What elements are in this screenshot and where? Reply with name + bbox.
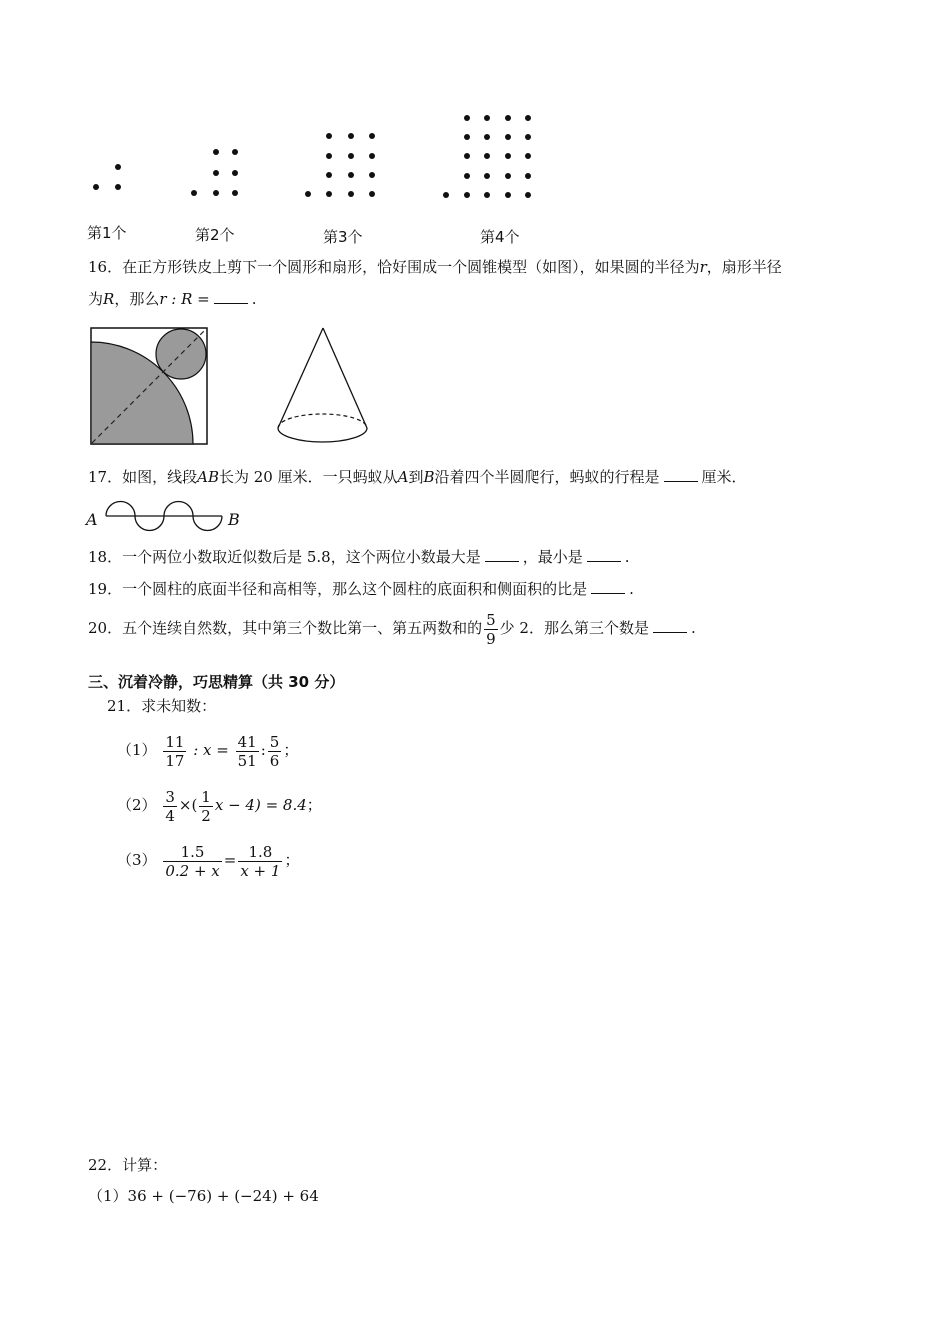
q20-fraction <box>484 611 498 648</box>
q16-number: 16． <box>88 258 123 276</box>
pattern-label-2: 第2个 <box>195 226 235 244</box>
q21-p2-f1-num: 3 <box>165 787 175 806</box>
q21-p1-f1-num: 11 <box>165 732 185 751</box>
q21-p2-f2-den: 2 <box>201 806 211 825</box>
q19-end: . <box>629 580 634 598</box>
q21-p2-f2-num: 1 <box>201 787 211 806</box>
q19-number: 19． <box>88 580 123 598</box>
q17-var-ab: AB <box>197 468 219 486</box>
q21-p1-end: ； <box>283 741 299 759</box>
q18-end: . <box>624 548 630 566</box>
q21-p3-f2-num: 1.8 <box>238 843 282 862</box>
q21-p1-mid: : x = <box>193 741 229 759</box>
q21-p3-eq: = <box>223 851 237 869</box>
q21-p2-times: ×( <box>178 796 198 814</box>
q18-number: 18． <box>88 548 123 566</box>
pattern-3 <box>305 133 375 197</box>
q17-line <box>88 467 747 487</box>
q19-answer-blank <box>591 579 625 594</box>
q21-p1-f3-den: 6 <box>269 751 280 770</box>
q17-answer-blank <box>664 467 698 482</box>
q16-ratio: r : R = <box>159 290 210 308</box>
pattern-2 <box>191 149 238 196</box>
q16-text1: 在正方形铁皮上剪下一个圆形和扇形，恰好围成一个圆锥模型（如图），如果圆的半径为 <box>122 258 700 276</box>
q18-blank-min <box>587 547 621 562</box>
q22-p1-expr: 36 + (−76) + (−24) + 64 <box>127 1187 319 1205</box>
q18-blank-max <box>485 547 519 562</box>
q20-answer-blank <box>653 618 687 633</box>
q21-p1-frac1 <box>163 733 186 770</box>
q21-p3-frac2 <box>238 843 282 880</box>
q22-part1 <box>88 1186 319 1206</box>
q18-text2: ，最小是 <box>522 548 583 566</box>
q21-p1-label: （1） <box>117 741 157 759</box>
q21-p1-f2-den: 51 <box>237 751 257 770</box>
q21-p3-f1-den: 0.2 + x <box>165 861 220 880</box>
q21-p2-label: （2） <box>117 796 157 814</box>
q22-title: 22．计算： <box>88 1156 168 1174</box>
q22-p1-label: （1） <box>88 1187 128 1205</box>
q20-text1: 五个连续自然数，其中第三个数比第一、第五两数和的 <box>122 619 483 637</box>
pattern-label-4: 第4个 <box>480 228 520 246</box>
cone-figure <box>278 328 367 442</box>
q20-line <box>88 610 696 648</box>
q21-p2-end: ； <box>306 796 322 814</box>
q20-text2: 少 2．那么第三个数是 <box>499 619 649 637</box>
q21-p2-f1-den: 4 <box>165 806 175 825</box>
q17-label-a: A <box>86 510 98 529</box>
q21-p3-f2-den: x + 1 <box>240 861 281 880</box>
q20-frac-den: 9 <box>486 629 496 648</box>
q21-p2-rest: x − 4) = 8.4 <box>214 796 307 814</box>
q16-text2: ，扇形半径 <box>706 258 782 276</box>
q20-number: 20． <box>88 619 123 637</box>
q16-line2 <box>88 289 257 309</box>
q21-part1 <box>117 730 298 770</box>
q16-var-r: r <box>699 258 707 276</box>
q17-text5: 厘米． <box>701 468 747 486</box>
q17-text4: 沿着四个半圆爬行，蚂蚁的行程是 <box>434 468 660 486</box>
q21-p1-colon: : <box>260 741 266 759</box>
q17-var-b: B <box>423 468 435 486</box>
q20-end: . <box>690 619 696 637</box>
q16-figure <box>88 325 388 449</box>
q21-part3 <box>117 840 299 880</box>
q21-p3-frac1 <box>163 843 221 880</box>
section3-heading: 三、沉着冷静，巧思精算（共 30 分） <box>88 673 345 691</box>
q21-p1-frac2 <box>236 733 259 770</box>
q18-text1: 一个两位小数取近似数后是 5.8，这个两位小数最大是 <box>122 548 481 566</box>
q21-p1-f3-num: 5 <box>269 732 280 751</box>
q21-p1-frac3 <box>268 733 282 770</box>
q19-line <box>88 579 634 599</box>
q16-answer-blank <box>214 289 248 304</box>
q18-line <box>88 547 630 567</box>
pattern-label-1: 第1个 <box>87 224 127 242</box>
pattern-4 <box>443 115 531 198</box>
q16-var-R: R <box>103 290 115 308</box>
pattern-1 <box>93 164 121 190</box>
q21-p2-frac2 <box>199 788 213 825</box>
q17-text2: 长为 20 厘米．一只蚂蚁从 <box>218 468 398 486</box>
q16-text3: 为 <box>88 290 104 308</box>
pattern-label-3: 第3个 <box>323 228 363 246</box>
q21-p1-f2-num: 41 <box>237 732 257 751</box>
semicircle-path-figure <box>104 494 226 538</box>
q19-text1: 一个圆柱的底面半径和高相等，那么这个圆柱的底面积和侧面积的比是 <box>122 580 588 598</box>
q21-p3-f1-num: 1.5 <box>163 843 221 862</box>
q21-p1-f1-den: 17 <box>165 751 185 770</box>
q17-label-b: B <box>228 510 240 529</box>
q17-text3: 到 <box>408 468 424 486</box>
q17-text1: 如图，线段 <box>122 468 198 486</box>
q21-p3-end: ； <box>284 851 300 869</box>
q17-var-a: A <box>397 468 409 486</box>
q21-p2-frac1 <box>163 788 177 825</box>
q17-number: 17． <box>88 468 123 486</box>
q16-line1 <box>88 257 782 277</box>
q16-end: . <box>251 290 257 308</box>
q21-part2 <box>117 785 322 825</box>
q21-p3-label: （3） <box>117 851 157 869</box>
q20-frac-num: 5 <box>486 610 496 629</box>
q21-title: 21．求未知数： <box>107 697 217 715</box>
q16-text4: ，那么 <box>114 290 160 308</box>
dot-pattern-figure <box>80 105 560 205</box>
